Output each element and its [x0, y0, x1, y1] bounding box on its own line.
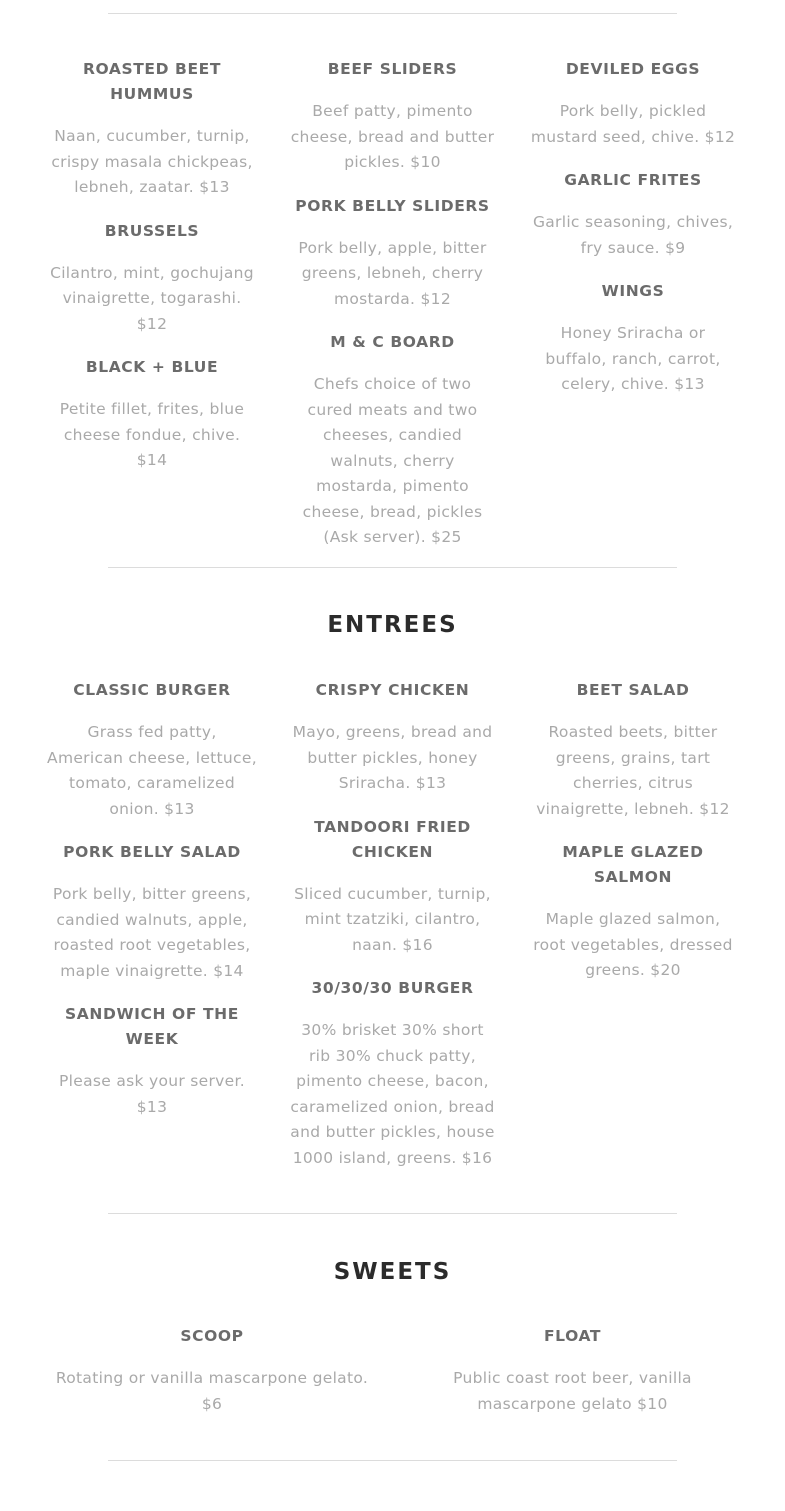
item-name: PORK BELLY SLIDERS: [295, 196, 490, 215]
divider-top: [108, 13, 677, 14]
section-title-sweets: SWEETS: [333, 1259, 452, 1285]
item-name: TANDOORI FRIED CHICKEN: [314, 817, 471, 861]
item-name: GARLIC FRITES: [564, 171, 702, 189]
item-name: DEVILED EGGS: [565, 60, 701, 78]
item-description: Sliced cucumber, turnip, mint tzatziki, cilantro, naan. $16: [294, 884, 491, 954]
item-description: 30% brisket 30% short rib 30% chuck patty, pimento cheese, bacon, caramelized onion, bread and butter pickles, house 1000 island, greens. $16: [290, 1021, 495, 1167]
item-name: PORK BELLY SALAD: [63, 843, 241, 861]
sweets-column-2: [405, 1324, 740, 1435]
item-name: SCOOP: [180, 1327, 244, 1345]
menu-item: [290, 976, 495, 1171]
item-description: Pork belly, pickled mustard seed, chive. $12: [530, 102, 736, 146]
item-name: BEET SALAD: [576, 681, 690, 699]
menu-item: [290, 678, 495, 797]
menu-item: [47, 1002, 257, 1120]
menu-item: [290, 815, 495, 959]
item-description: Cilantro, mint, gochujang vinaigrette, togarashi. $12: [50, 263, 254, 333]
entrees-column-3: [528, 678, 738, 1002]
sweets-column-1: [47, 1324, 377, 1435]
divider: [108, 567, 677, 568]
item-description: Garlic seasoning, chives, fry sauce. $9: [532, 213, 734, 257]
entrees-column-2: [290, 678, 495, 1189]
menu-item: [47, 1324, 377, 1417]
item-name: FLOAT: [543, 1327, 602, 1345]
starters-column-3: [528, 57, 738, 416]
menu-item: [528, 840, 738, 984]
menu-item: [528, 57, 738, 150]
item-description: Naan, cucumber, turnip, crispy masala chickpeas, lebneh, zaatar. $13: [51, 127, 253, 196]
item-name: BEEF SLIDERS: [327, 60, 458, 78]
item-name: SANDWICH OF THE WEEK: [65, 1005, 239, 1048]
item-name: M & C BOARD: [330, 333, 455, 351]
item-name: CLASSIC BURGER: [73, 681, 231, 699]
item-name: WINGS: [601, 282, 665, 300]
starters-column-1: [47, 57, 257, 492]
item-description: Beef patty, pimento cheese, bread and butter pickles. $10: [290, 102, 495, 171]
menu-item: [290, 330, 495, 551]
menu-item: [528, 678, 738, 822]
item-description: Grass fed patty, American cheese, lettuce, tomato, caramelized onion. $13: [47, 723, 257, 818]
menu-item: [290, 194, 495, 313]
item-name: BLACK + BLUE: [85, 358, 219, 376]
item-name: ROASTED BEET HUMMUS: [82, 60, 222, 103]
item-description: Please ask your server. $13: [59, 1072, 245, 1116]
menu-item: [528, 279, 738, 398]
menu-item: [47, 678, 257, 822]
item-description: Mayo, greens, bread and butter pickles, honey Sriracha. $13: [292, 723, 493, 792]
item-name: 30/30/30 BURGER: [311, 979, 474, 997]
starters-column-2: [290, 57, 495, 569]
item-description: Pork belly, bitter greens, candied walnuts, apple, roasted root vegetables, maple vinaigrette. $14: [52, 885, 252, 980]
menu-item: [47, 57, 257, 201]
menu-item: [290, 57, 495, 176]
menu-item: [528, 168, 738, 261]
divider: [108, 1213, 677, 1214]
entrees-column-1: [47, 678, 257, 1138]
item-description: Roasted beets, bitter greens, grains, tart cherries, citrus vinaigrette, lebneh. $12: [536, 723, 730, 818]
section-title-entrees: ENTREES: [327, 612, 458, 638]
menu-item: [47, 840, 257, 984]
item-description: Petite fillet, frites, blue cheese fondue, chive. $14: [59, 400, 245, 469]
divider-bottom: [108, 1460, 677, 1461]
item-description: Rotating or vanilla mascarpone gelato. $6: [55, 1369, 369, 1413]
menu-item: [405, 1324, 740, 1417]
item-description: Pork belly, apple, bitter greens, lebneh, cherry mostarda. $12: [298, 238, 487, 308]
item-description: Honey Sriracha or buffalo, ranch, carrot, celery, chive. $13: [545, 324, 721, 393]
menu-item: [47, 219, 257, 338]
item-name: BRUSSELS: [104, 221, 200, 240]
item-description: Chefs choice of two cured meats and two cheeses, candied walnuts, cherry mostarda, pimento cheese, bread, pickles (Ask server). $25: [302, 375, 483, 546]
menu-item: [47, 355, 257, 474]
item-name: CRISPY CHICKEN: [315, 681, 470, 699]
item-name: MAPLE GLAZED SALMON: [562, 843, 704, 886]
item-description: Public coast root beer, vanilla mascarpone gelato $10: [453, 1369, 692, 1413]
item-description: Maple glazed salmon, root vegetables, dressed greens. $20: [533, 910, 733, 979]
